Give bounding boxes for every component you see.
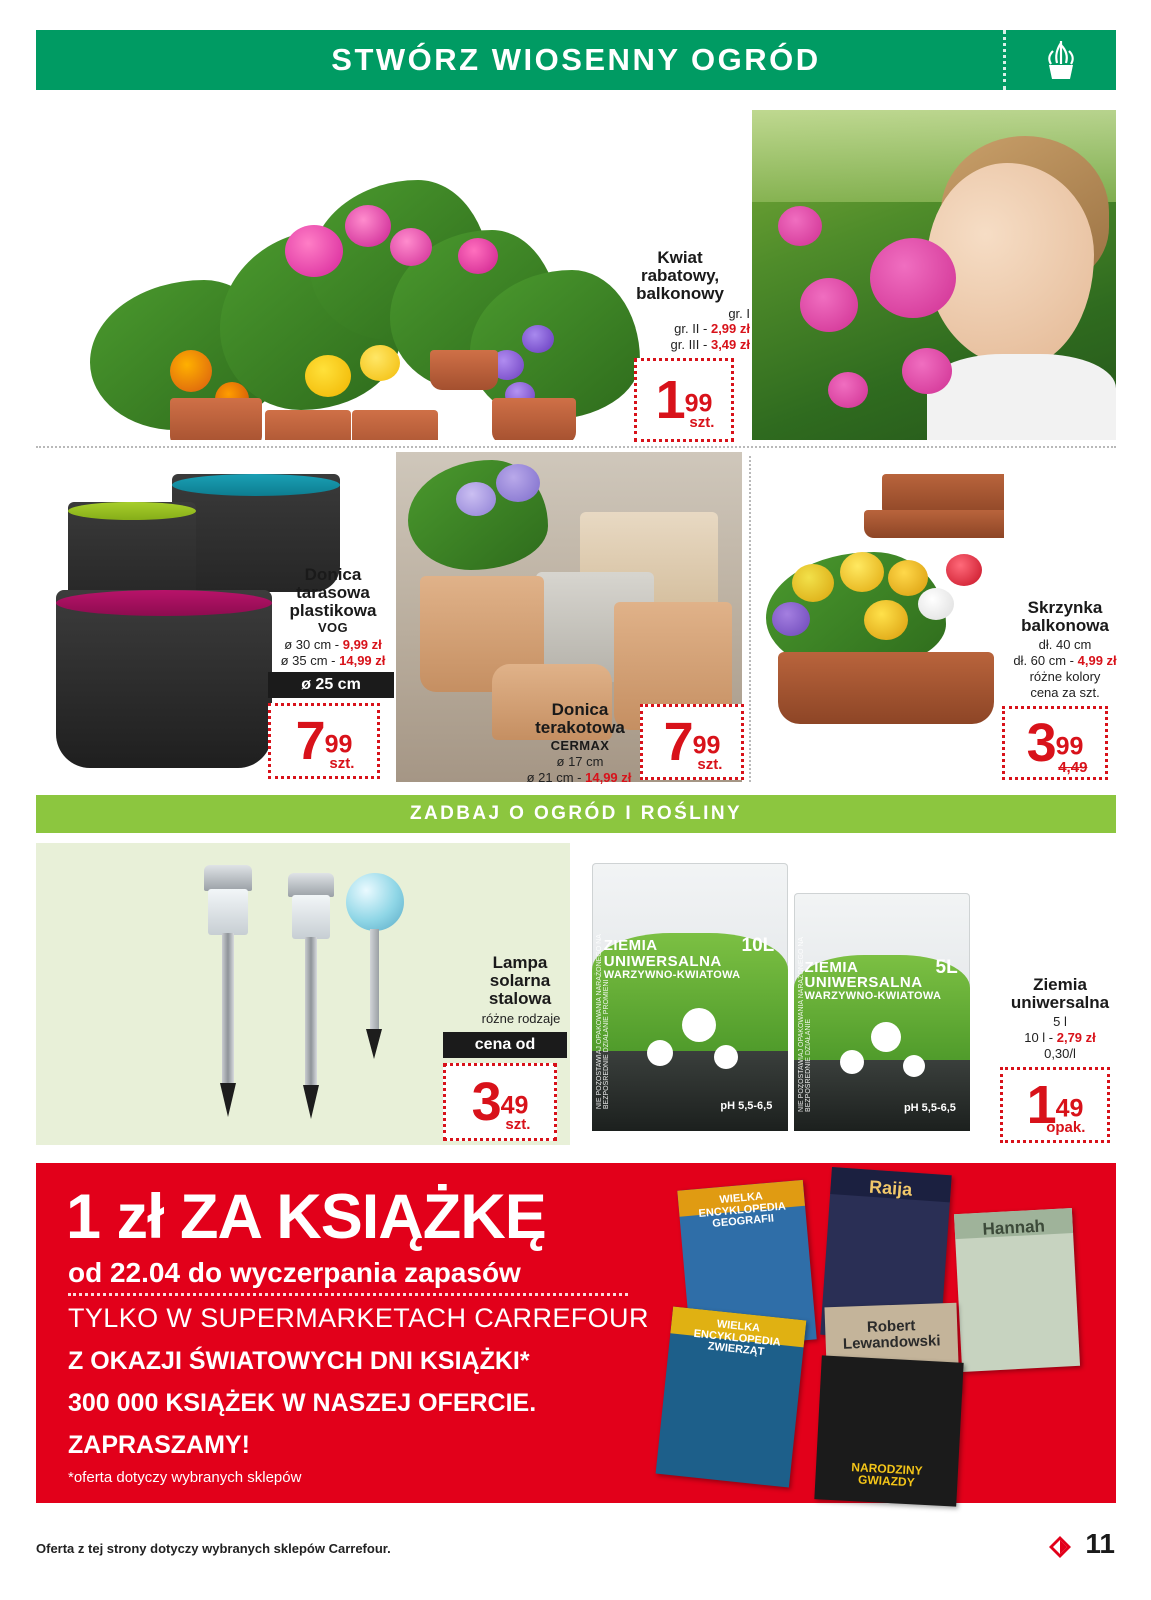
product-spec-colors: różne kolory: [1029, 669, 1101, 684]
soil-bag-5l: [794, 893, 970, 1131]
page-number: 11: [1085, 1528, 1115, 1559]
product-image-balcony-box: [756, 456, 1004, 782]
price-cents: 99: [684, 389, 713, 418]
spec-30-value: 9,99 zł: [342, 637, 382, 652]
promo-headline: 1 zł ZA KSIĄŻKĘ: [66, 1182, 546, 1252]
bag-side-text: NIE POZOSTAWIAJ OPAKOWANIA NARAŻONEGO NA BEZPOŚREDNIE DZIAŁANIE: [797, 937, 812, 1112]
price-tag-donica-terakotowa: [640, 704, 744, 780]
carrefour-logo-icon: [1047, 1534, 1073, 1560]
bag-line3: WARZYWNO-KWIATOWA: [603, 968, 741, 981]
product-brand: VOG: [317, 620, 349, 635]
price-tag-donica-tarasowa: [268, 703, 380, 779]
product-name-line2: terakotowa: [535, 718, 625, 737]
price-main: 7: [663, 712, 693, 772]
price-tag-ziemia: [1000, 1067, 1110, 1143]
product-spec-gr2: [600, 320, 750, 338]
book-title: Raija: [868, 1177, 913, 1201]
book-cover: [814, 1355, 963, 1506]
book-title: Hannah: [982, 1216, 1046, 1239]
price-old: 4,49: [1058, 759, 1088, 776]
bag-ph: pH 5,5-6,5: [720, 1100, 773, 1113]
spec-35-value: 14,99 zł: [339, 653, 386, 668]
price-unit: szt.: [329, 755, 355, 772]
promo-line5: 300 000 KSIĄŻEK W NASZEJ OFERCIE.: [68, 1389, 537, 1417]
price-unit: szt.: [689, 414, 715, 431]
price-from-label: cena od: [443, 1032, 567, 1058]
product-spec-30: [250, 636, 416, 654]
spec-35-label: ø 35 cm -: [280, 653, 340, 668]
price-unit: szt.: [697, 756, 723, 773]
product-spec-35: [250, 652, 416, 670]
product-spec-types: różne rodzaje: [481, 1011, 561, 1026]
bag-line2: UNIWERSALNA: [804, 974, 923, 992]
soil-bag-10l: [592, 863, 788, 1131]
price-main: 3: [1026, 713, 1056, 773]
product-spec-5l: 5 l: [1053, 1014, 1067, 1029]
divider-row1: [36, 446, 1116, 448]
spec-30-label: ø 30 cm -: [284, 637, 343, 652]
spec-60-label: dł. 60 cm -: [1013, 653, 1078, 668]
price-tag-kwiat: [634, 358, 734, 442]
price-main: 1: [1026, 1075, 1056, 1135]
product-name-line1: Lampa: [492, 953, 548, 972]
product-spec-60: [990, 652, 1140, 670]
product-spec-gr3: [600, 336, 750, 354]
book-title: Robert Lewandowski: [842, 1317, 941, 1353]
product-name-line2: solarna: [489, 971, 551, 990]
spec-10l-value: 2,79 zł: [1056, 1030, 1096, 1045]
potted-plant-icon: [1003, 30, 1116, 90]
product-spec-price-per-unit: cena za szt.: [1030, 685, 1100, 700]
spec-gr3-value: 3,49 zł: [710, 337, 750, 352]
price-cents: 49: [1055, 1094, 1084, 1123]
product-brand: CERMAX: [550, 738, 610, 753]
section-banner-spring-garden: [36, 30, 1116, 90]
sub-banner-title: ZADBAJ O OGRÓD I ROŚLINY: [409, 803, 743, 824]
bag-line3: WARZYWNO-KWIATOWA: [804, 990, 942, 1003]
size-label-donica-tarasowa: ø 25 cm: [268, 672, 394, 698]
product-spec-17: ø 17 cm: [556, 754, 604, 769]
product-name-line1: Skrzynka: [1027, 598, 1103, 617]
promo-line4: Z OKAZJI ŚWIATOWYCH DNI KSIĄŻKI*: [68, 1347, 530, 1375]
product-name-line3: balkonowy: [636, 284, 724, 303]
lifestyle-photo-girl-smelling-flowers: [752, 110, 1116, 440]
spec-60-value: 4,99 zł: [1077, 653, 1117, 668]
product-spec-21: [494, 769, 664, 787]
product-name-line2: rabatowy,: [640, 266, 720, 285]
spec-10l-label: 10 l -: [1024, 1030, 1057, 1045]
product-spec-10l: [980, 1029, 1140, 1047]
spec-gr3-label: gr. III -: [670, 337, 711, 352]
product-spec-40: dł. 40 cm: [1038, 637, 1092, 652]
product-name-line3: plastikowa: [289, 601, 377, 620]
spec-21-label: ø 21 cm -: [526, 770, 586, 785]
divider-vertical-row2: [749, 456, 751, 782]
bag-line1: ZIEMIA: [603, 937, 658, 955]
price-cents: 99: [1055, 732, 1084, 761]
product-name-line2: tarasowa: [296, 583, 370, 602]
price-main: 7: [295, 711, 325, 771]
price-main: 1: [655, 370, 685, 430]
price-cents: 99: [324, 730, 353, 759]
spec-gr2-value: 2,99 zł: [710, 321, 750, 336]
book-cover: [954, 1208, 1080, 1372]
bag-line1: ZIEMIA: [804, 958, 859, 976]
price-tag-lampa-solarna: [443, 1063, 557, 1141]
book-title: WIELKA ENCYKLOPEDIA GEOGRAFII: [698, 1190, 787, 1230]
promo-line2: od 22.04 do wyczerpania zapasów: [68, 1257, 521, 1288]
price-cents: 49: [500, 1091, 529, 1120]
product-image-universal-soil: [580, 843, 980, 1145]
book-title: WIELKA ENCYKLOPEDIA ZWIERZĄT: [693, 1318, 782, 1359]
price-tag-skrzynka: [1002, 706, 1108, 780]
bag-volume: 10L: [741, 935, 775, 957]
product-name-line1: Donica: [551, 700, 609, 719]
product-name-line1: Donica: [304, 565, 362, 584]
bag-volume: 5L: [935, 957, 958, 979]
spec-21-value: 14,99 zł: [585, 770, 632, 785]
book-cover: [656, 1306, 807, 1487]
spec-gr2-label: gr. II -: [674, 321, 711, 336]
book-title: NARODZINY GWIAZDY: [851, 1459, 924, 1490]
bag-side-text: NIE POZOSTAWIAJ OPAKOWANIA NARAŻONEGO NA BEZPOŚREDNIE DZIAŁANIE PROMIENI: [595, 934, 610, 1110]
footer-note: Oferta z tej strony dotyczy wybranych sklepów Carrefour.: [36, 1541, 391, 1556]
price-main: 3: [471, 1072, 501, 1132]
promo-divider: [68, 1293, 628, 1296]
product-name-line2: balkonowa: [1021, 616, 1109, 635]
bag-line2: UNIWERSALNA: [603, 952, 722, 970]
promo-footnote: *oferta dotyczy wybranych sklepów: [68, 1469, 302, 1486]
bag-ph: pH 5,5-6,5: [903, 1102, 956, 1115]
product-name-line2: uniwersalna: [1010, 993, 1110, 1012]
price-cents: 99: [692, 731, 721, 760]
product-name-line3: stalowa: [488, 989, 552, 1008]
promo-line3: TYLKO W SUPERMARKETACH CARREFOUR: [68, 1303, 649, 1333]
product-name-line1: Kwiat: [657, 248, 703, 267]
product-spec-per-liter: 0,30/l: [1044, 1046, 1076, 1061]
product-spec-gr1: gr. I: [728, 306, 750, 321]
price-unit: szt.: [505, 1116, 531, 1133]
product-name-line1: Ziemia: [1033, 975, 1087, 994]
promo-book-offer: [36, 1163, 1116, 1503]
promo-line6: ZAPRASZAMY!: [68, 1431, 250, 1459]
price-unit: opak.: [1046, 1119, 1086, 1136]
banner-title: STWÓRZ WIOSENNY OGRÓD: [331, 42, 821, 77]
product-image-bedding-flowers: [60, 110, 660, 440]
section-banner-garden-care: [36, 795, 1116, 833]
